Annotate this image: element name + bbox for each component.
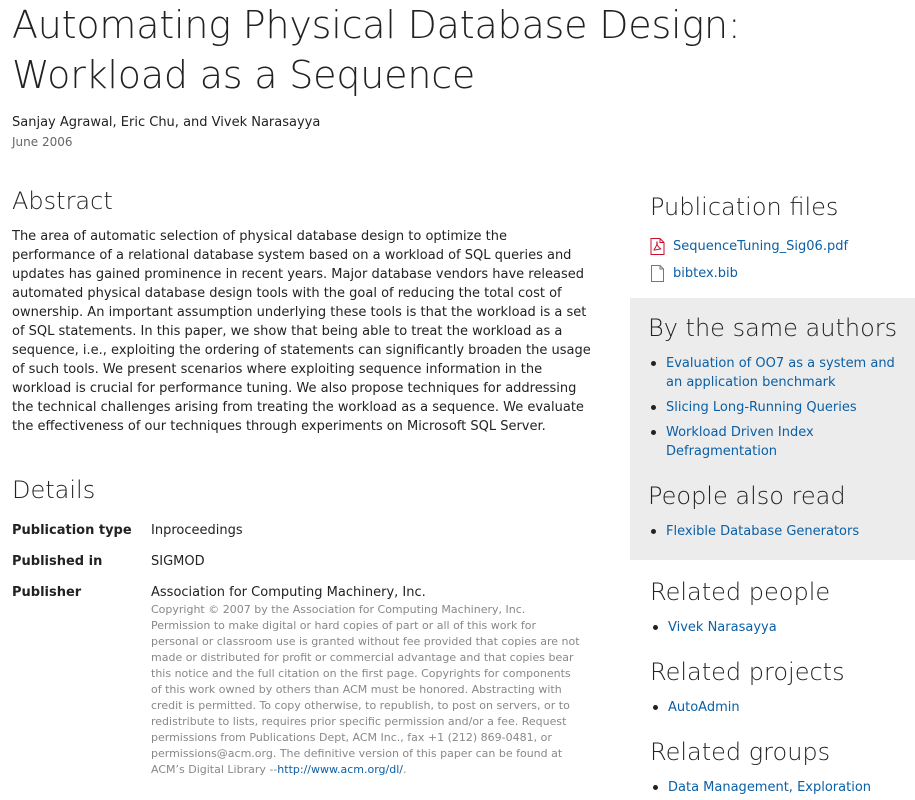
related-person-link[interactable]: Vivek Narasayya <box>668 620 777 635</box>
file-link-bib[interactable]: bibtex.bib <box>673 266 738 281</box>
pdf-file-icon <box>650 238 665 255</box>
acm-dl-link[interactable]: http://www.acm.org/dl/ <box>277 763 403 776</box>
same-authors-heading: By the same authors <box>648 314 898 342</box>
file-item-bib <box>650 260 848 287</box>
list-item <box>650 618 912 637</box>
detail-value: Inproceedings <box>151 523 243 538</box>
detail-row-publisher <box>12 584 592 778</box>
list-item <box>648 354 910 392</box>
list-item <box>650 698 912 717</box>
detail-row-publication-type <box>12 522 592 539</box>
authors: Sanjay Agrawal, Eric Chu, and Vivek Narasayya <box>12 115 321 130</box>
abstract-heading: Abstract <box>12 187 113 215</box>
page-title: Automating Physical Database Design: Workload as a Sequence <box>12 3 741 97</box>
list-item <box>648 522 910 541</box>
also-read-link[interactable]: Flexible Database Generators <box>666 524 860 539</box>
related-people-heading: Related people <box>650 578 831 606</box>
copyright-notice <box>151 602 581 778</box>
details-table <box>12 522 592 792</box>
detail-label: Publication type <box>12 523 132 538</box>
related-project-link[interactable]: AutoAdmin <box>668 700 740 715</box>
file-link-pdf[interactable]: SequenceTuning_Sig06.pdf <box>673 239 849 254</box>
related-group-link[interactable]: Data Management, Exploration <box>668 780 872 795</box>
publication-files-list <box>650 233 848 287</box>
people-also-read-heading: People also read <box>648 482 846 510</box>
detail-value: SIGMOD <box>151 554 205 569</box>
related-projects-list <box>650 698 912 723</box>
detail-label: Publisher <box>12 585 82 600</box>
abstract-text: The area of automatic selection of physical database design to optimize the performance of a relational database system based on a workload of SQL queries and updates has gained prominence in recent years. Major database vendors have released automated physical database design tools with the goal of reducing the total cost of ownership. An important assumption underlying these tools is that the workload is a set of SQL statements. In this paper, we show that being able to treat the workload as a sequence, i.e., exploiting the ordering of statements can significantly broaden the usage of such tools. We present scenarios where exploiting sequence information in the workload is crucial for performance tuning. We also propose techniques for addressing the technical challenges arising from treating the workload as a sequence. We evaluate the effectiveness of our techniques through experiments on Microsoft SQL Server. <box>12 229 591 434</box>
same-author-link[interactable]: Slicing Long-Running Queries <box>666 400 857 415</box>
copyright-end: . <box>402 763 407 776</box>
detail-value: Association for Computing Machinery, Inc. <box>151 585 426 600</box>
detail-label: Published in <box>12 554 103 569</box>
related-people-list <box>650 618 912 643</box>
list-item <box>650 778 912 797</box>
file-item-pdf <box>650 233 848 260</box>
publication-date: June 2006 <box>12 135 73 149</box>
list-item <box>648 398 910 417</box>
same-authors-list <box>648 354 910 467</box>
same-author-link[interactable]: Evaluation of OO7 as a system and an application benchmark <box>666 356 895 390</box>
detail-row-published-in <box>12 553 592 570</box>
publication-files-heading: Publication files <box>650 193 839 221</box>
details-heading: Details <box>12 476 96 504</box>
copyright-text: Copyright © 2007 by the Association for Computing Machinery, Inc. Permission to make digital or hard copies of part or all of this work for personal or classroom use is granted without fee provided that copies are not made or distributed for profit or commercial advantage and that copies bear this notice and the full citation on the first page. Copyrights for components of this work owned by others than ACM must be honored. Abstracting with credit is permitted. To copy otherwise, to republish, to post on servers, or to redistribute to lists, requires prior specific permission and/or a fee. Request permissions from Publications Dept, ACM Inc., fax +1 (212) 869-0481, or permissions@acm.org. The definitive version of this paper can be found at ACM’s Digital Library -- <box>151 603 580 776</box>
document-icon <box>650 265 665 282</box>
related-groups-list <box>650 778 912 800</box>
people-also-read-list <box>648 522 910 547</box>
list-item <box>648 423 910 461</box>
same-author-link[interactable]: Workload Driven Index Defragmentation <box>666 425 814 459</box>
related-groups-heading: Related groups <box>650 738 831 766</box>
related-projects-heading: Related projects <box>650 658 845 686</box>
publisher-block <box>151 584 581 778</box>
